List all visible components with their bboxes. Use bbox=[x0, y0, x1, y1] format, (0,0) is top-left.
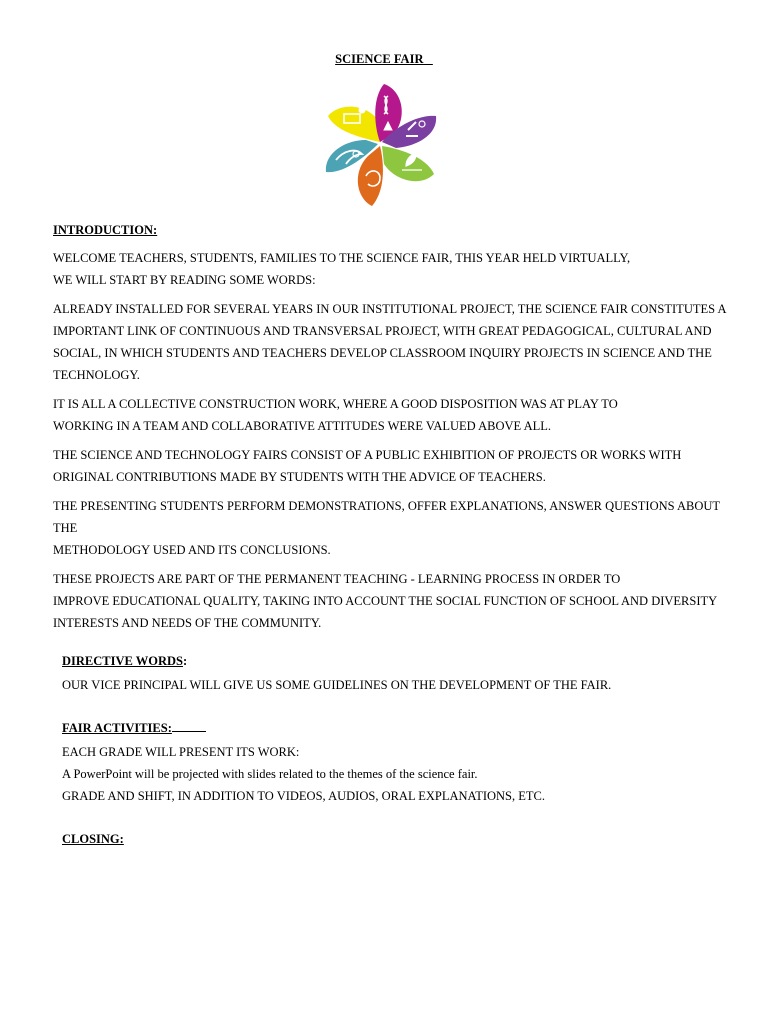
intro-paragraph bbox=[53, 393, 743, 437]
paragraph-line: ORIGINAL CONTRIBUTIONS MADE BY STUDENTS WITH THE ADVICE OF TEACHERS. bbox=[53, 470, 546, 484]
activities-heading bbox=[62, 717, 742, 739]
paragraph-line: THE PRESENTING STUDENTS PERFORM DEMONSTRATIONS, OFFER EXPLANATIONS, ANSWER QUESTIONS ABOUT THE bbox=[53, 499, 720, 535]
directive-heading bbox=[62, 650, 742, 672]
paragraph-line: IMPROVE EDUCATIONAL QUALITY, TAKING INTO ACCOUNT THE SOCIAL FUNCTION OF SCHOOL AND DIVERSITY bbox=[53, 594, 718, 608]
paragraph-line: THESE PROJECTS ARE PART OF THE PERMANENT TEACHING - LEARNING PROCESS IN ORDER TO bbox=[53, 572, 621, 586]
directive-heading-colon: : bbox=[182, 654, 188, 668]
activities-line: EACH GRADE WILL PRESENT ITS WORK: bbox=[62, 745, 300, 759]
paragraph-line: THE SCIENCE AND TECHNOLOGY FAIRS CONSIST OF A PUBLIC EXHIBITION OF PROJECTS OR WORKS WITH bbox=[53, 448, 682, 462]
intro-line: WE WILL START BY READING SOME WORDS: bbox=[53, 273, 316, 287]
paragraph-line: METHODOLOGY USED AND ITS CONCLUSIONS. bbox=[53, 543, 331, 557]
activities-line: A PowerPoint will be projected with slides related to the themes of the science fair. bbox=[62, 767, 478, 781]
heading-underline-tail bbox=[172, 730, 206, 732]
intro-line: WELCOME TEACHERS, STUDENTS, FAMILIES TO THE SCIENCE FAIR, THIS YEAR HELD VIRTUALLY, bbox=[53, 251, 631, 265]
document-title bbox=[0, 52, 768, 67]
intro-paragraph bbox=[53, 298, 743, 386]
directive-section bbox=[62, 650, 742, 696]
directive-heading-text: DIRECTIVE WORDS bbox=[62, 654, 183, 668]
intro-paragraph bbox=[53, 444, 743, 488]
closing-heading: CLOSING: bbox=[62, 832, 124, 846]
activities-heading-text: FAIR ACTIVITIES: bbox=[62, 721, 172, 735]
paragraph-line: INTERESTS AND NEEDS OF THE COMMUNITY. bbox=[53, 616, 322, 630]
introduction-section bbox=[53, 221, 743, 634]
sun-icon bbox=[359, 107, 365, 113]
intro-paragraph bbox=[53, 568, 743, 634]
paragraph-line: WORKING IN A TEAM AND COLLABORATIVE ATTITUDES WERE VALUED ABOVE ALL. bbox=[53, 419, 552, 433]
intro-paragraph bbox=[53, 495, 743, 561]
activities-line: GRADE AND SHIFT, IN ADDITION TO VIDEOS, AUDIOS, ORAL EXPLANATIONS, ETC. bbox=[62, 789, 545, 803]
paragraph-line: IMPORTANT LINK OF CONTINUOUS AND TRANSVERSAL PROJECT, WITH GREAT PEDAGOGICAL, CULTURAL AND bbox=[53, 324, 712, 338]
directive-line: OUR VICE PRINCIPAL WILL GIVE US SOME GUIDELINES ON THE DEVELOPMENT OF THE FAIR. bbox=[62, 678, 612, 692]
title-text: SCIENCE FAIR bbox=[335, 52, 424, 66]
petal-yellow bbox=[328, 107, 380, 142]
paragraph-line: ALREADY INSTALLED FOR SEVERAL YEARS IN OUR INSTITUTIONAL PROJECT, THE SCIENCE FAIR CONSTITUTES A bbox=[53, 302, 727, 316]
title-underline-tail bbox=[423, 52, 432, 66]
closing-section bbox=[62, 828, 742, 850]
activities-section bbox=[62, 717, 742, 807]
paragraph-line: SOCIAL, IN WHICH STUDENTS AND TEACHERS DEVELOP CLASSROOM INQUIRY PROJECTS IN SCIENCE AND THE bbox=[53, 346, 712, 360]
paragraph-line: IT IS ALL A COLLECTIVE CONSTRUCTION WORK, WHERE A GOOD DISPOSITION WAS AT PLAY TO bbox=[53, 397, 618, 411]
science-fair-logo bbox=[322, 80, 440, 210]
paragraph-line: TECHNOLOGY. bbox=[53, 368, 140, 382]
introduction-heading: INTRODUCTION: bbox=[53, 223, 158, 237]
